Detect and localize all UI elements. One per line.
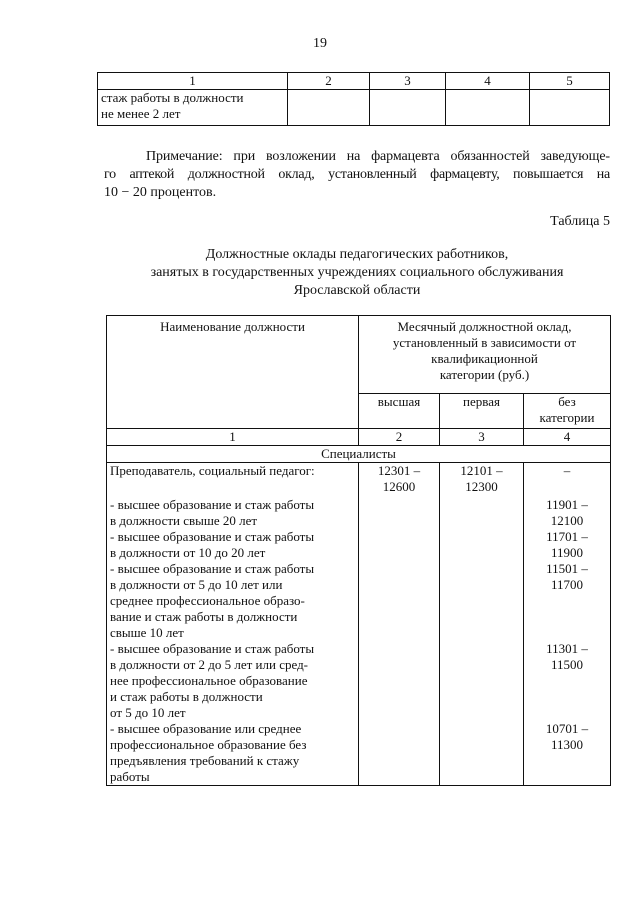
subheader-none: без категории <box>524 394 611 429</box>
empty-cell <box>440 561 524 641</box>
no-category-value: – <box>524 463 611 498</box>
row-text: - высшее образование и стаж работы в должности от 10 до 20 лет <box>107 529 359 561</box>
table-row <box>107 463 611 498</box>
col-number-1: 1 <box>107 429 359 446</box>
table-row <box>107 641 611 721</box>
row-text: - высшее образование или среднее профессиональное образование без предъявления требований к стажу работы <box>107 721 359 786</box>
high-category-value: 12301 – 12600 <box>359 463 440 498</box>
row-value: 11901 – 12100 <box>524 497 611 529</box>
table-row <box>107 529 611 561</box>
top-table-header-row <box>98 73 610 90</box>
subheader-first: первая <box>440 394 524 429</box>
empty-cell <box>359 561 440 641</box>
row-text: - высшее образование и стаж работы в должности от 5 до 10 лет или среднее профессиональное образо- вание и стаж работы в должности свыше 10 лет <box>107 561 359 641</box>
empty-cell <box>440 529 524 561</box>
empty-cell <box>440 641 524 721</box>
empty-cell <box>288 90 370 126</box>
column-number-row <box>107 429 611 446</box>
col-header-salary: Месячный должностной оклад, установленный в зависимости от квалификационной категории (руб.) <box>359 316 611 394</box>
row-value: 10701 – 11300 <box>524 721 611 786</box>
empty-cell <box>359 721 440 786</box>
position-title: Преподаватель, социальный педагог: <box>107 463 359 498</box>
empty-cell <box>359 529 440 561</box>
page-number: 19 <box>313 36 327 51</box>
row-value: 11701 – 11900 <box>524 529 611 561</box>
empty-cell <box>446 90 530 126</box>
note-line-3: 10 − 20 процентов. <box>104 185 217 200</box>
top-col-4: 4 <box>446 73 530 90</box>
col-header-name: Наименование должности <box>107 316 359 429</box>
row-text: - высшее образование и стаж работы в должности свыше 20 лет <box>107 497 359 529</box>
section-row <box>107 446 611 463</box>
table-row <box>107 561 611 641</box>
header-row <box>107 316 611 394</box>
empty-cell <box>530 90 610 126</box>
title-line-1: Должностные оклады педагогических работников, <box>205 247 509 262</box>
empty-cell <box>440 497 524 529</box>
row-value: 11501 – 11700 <box>524 561 611 641</box>
col-number-4: 4 <box>524 429 611 446</box>
table-row <box>98 90 610 126</box>
title-line-3: Ярославской области <box>293 283 421 298</box>
row-text: - высшее образование и стаж работы в должности от 2 до 5 лет или сред- нее профессиональное образование и стаж работы в должности от 5 до 10 лет <box>107 641 359 721</box>
table-label: Таблица 5 <box>550 214 610 229</box>
top-col-2: 2 <box>288 73 370 90</box>
first-category-value: 12101 – 12300 <box>440 463 524 498</box>
empty-cell <box>359 497 440 529</box>
table-row <box>107 497 611 529</box>
salary-table <box>106 315 611 786</box>
top-table <box>97 72 610 126</box>
top-row-text: стаж работы в должности не менее 2 лет <box>98 90 288 126</box>
row-value: 11301 – 11500 <box>524 641 611 721</box>
top-col-5: 5 <box>530 73 610 90</box>
col-number-3: 3 <box>440 429 524 446</box>
section-title: Специалисты <box>107 446 611 463</box>
empty-cell <box>370 90 446 126</box>
top-col-3: 3 <box>370 73 446 90</box>
note-line-2: го аптекой должностной оклад, установленный фармацевту, повышается на <box>104 167 610 182</box>
table-row <box>107 721 611 786</box>
empty-cell <box>359 641 440 721</box>
note-paragraph <box>104 148 610 202</box>
table-title <box>104 246 610 300</box>
col-number-2: 2 <box>359 429 440 446</box>
top-col-1: 1 <box>98 73 288 90</box>
empty-cell <box>440 721 524 786</box>
note-line-1: Примечание: при возложении на фармацевта обязанностей заведующе- <box>146 149 610 164</box>
title-line-2: занятых в государственных учреждениях социального обслуживания <box>150 265 564 280</box>
subheader-high: высшая <box>359 394 440 429</box>
